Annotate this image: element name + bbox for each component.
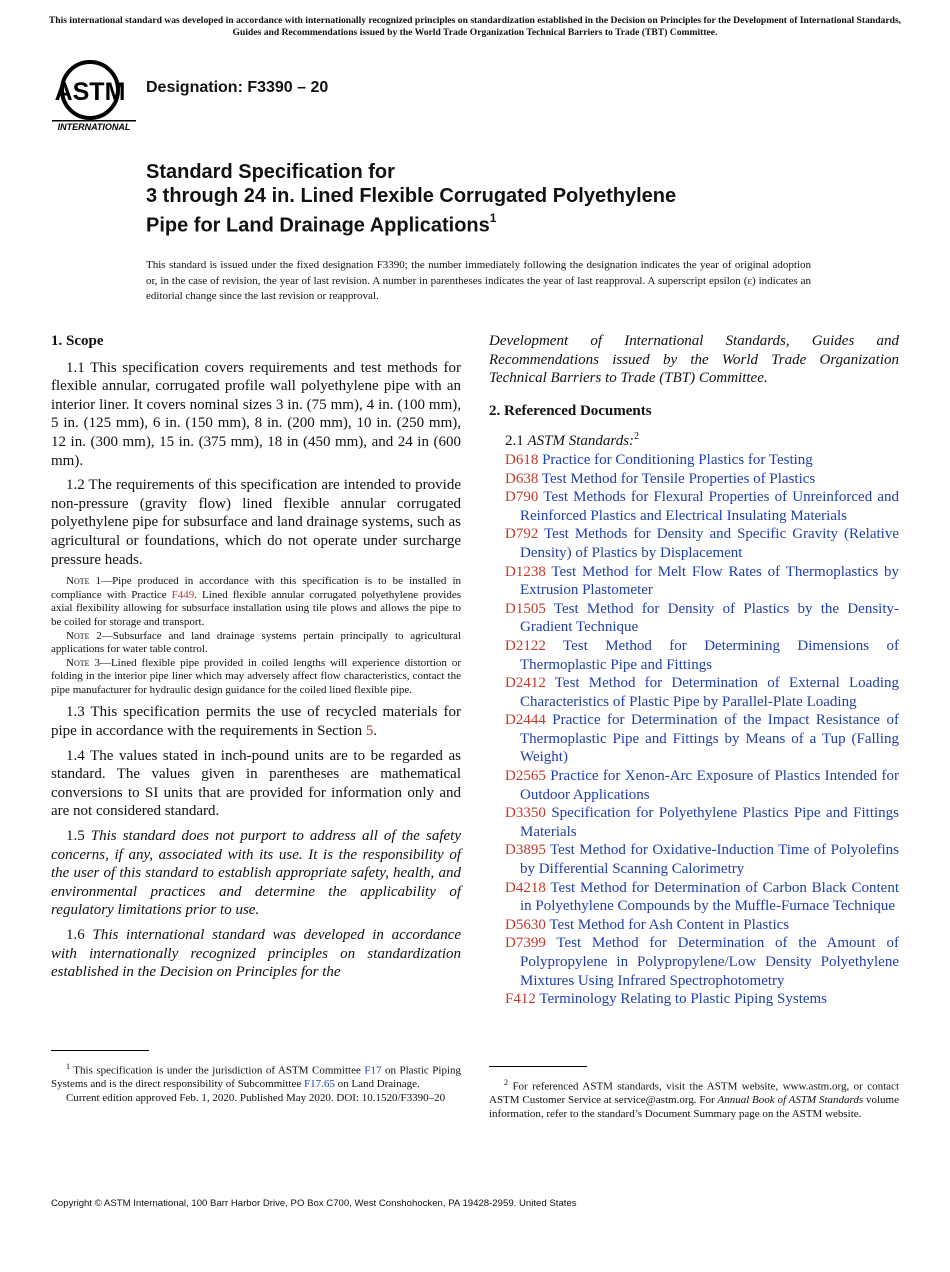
reference-code-link[interactable]: D790 [505, 489, 539, 506]
note-3-text: —Lined flexible pipe provided in coiled lengths will experience distortion or folding in the interior pipe liner which may adversely affect flow characteristics, contact the pipe manufacturer for hydraulic design guidance for the coiled lined flexible pipe. [51, 656, 462, 696]
para-1-6-continued: Development of International Standards, Guides and Recommendations issued by the World Trade Organization Technical Barriers to Trade (TBT) Committee. [489, 333, 899, 387]
reference-title-link[interactable]: Terminology Relating to Plastic Piping Systems [539, 991, 828, 1008]
footnote-1-text-c: on Land Drainage. [334, 1078, 420, 1091]
sub-title: ASTM Standards: [527, 433, 635, 450]
para-1-6-text: This international standard was developed in accordance with internationally recognized principles on standardization established in the Decision on Principles for the [51, 927, 462, 981]
footnote-2 [489, 1076, 899, 1121]
reference-title-link[interactable]: Test Method for Determination of External Loading Characteristics of Plastic Pipe by Parallel-Plate Loading [520, 675, 899, 710]
reference-code-link[interactable]: D7399 [505, 935, 546, 952]
right-column [489, 332, 899, 1009]
reference-item [489, 841, 899, 878]
reference-title-link[interactable]: Test Method for Oxidative-Induction Time of Polyolefins by Differential Scanning Calorimetry [520, 842, 899, 878]
reference-code-link[interactable]: D2122 [505, 637, 546, 654]
reference-title-link[interactable]: Test Method for Density of Plastics by the Density-Gradient Technique [520, 600, 900, 636]
reference-item [489, 934, 899, 990]
para-1-5-num: 1.5 [66, 828, 91, 845]
reference-code-link[interactable]: D618 [505, 451, 539, 468]
para-1-5 [51, 827, 461, 920]
reference-code-link[interactable]: D4218 [505, 879, 546, 896]
reference-title-link[interactable]: Test Methods for Flexural Properties of Unreinforced and Reinforced Plastics and Electrical Insulating Materials [520, 489, 900, 524]
footnote-2-mark: 2 [504, 1078, 508, 1087]
reference-code-link[interactable]: F412 [505, 991, 536, 1008]
footnote-1-text-b: on Plastic Piping Systems and is the direct responsibility of Subcommittee [51, 1064, 462, 1091]
reference-item [489, 879, 899, 916]
reference-code-link[interactable]: D3895 [505, 842, 546, 859]
refs-heading: 2. Referenced Documents [489, 402, 652, 419]
reference-item [489, 563, 899, 600]
reference-code-link[interactable]: D5630 [505, 916, 546, 933]
reference-item [489, 637, 899, 674]
reference-code-link[interactable]: D1238 [505, 563, 546, 580]
sub-num: 2.1 [505, 433, 528, 450]
reference-list [489, 451, 899, 1009]
reference-code-link[interactable]: D2444 [505, 712, 546, 729]
note-3 [51, 657, 461, 698]
note-2-label: Note 2 [66, 629, 102, 642]
issued-note: This standard is issued under the fixed designation F3390; the number immediately following the designation indicates the year of original adoption or, in the case of revision, the year of last revision. A number in parentheses indicates the year of last reapproval. A superscript epsilon (ε) indicates an editorial change since the last revision or reapproval. [146, 259, 811, 302]
reference-title-link[interactable]: Test Method for Determining Dimensions of Thermoplastic Pipe and Fittings [520, 637, 900, 673]
para-1-3-text-b: . [373, 723, 378, 740]
reference-item [489, 488, 899, 525]
footnote-1 [51, 1060, 461, 1105]
reference-code-link[interactable]: D3350 [505, 805, 546, 822]
para-1-1: 1.1 This specification covers requirements and test methods for flexible annular, corrugated profile wall polyethylene pipe with an interior liner. It covers nominal sizes 3 in. (75 mm), 4 in. (100 mm), 5 in. (125 mm), 6 in. (150 mm), 8 in. (200 mm), 10 in. (250 mm), 12 in. (300 mm), 15 in. (375 mm), 18 in (450 mm), and 24 in (600 mm). [51, 359, 461, 469]
note-1-label: Note 1 [66, 575, 102, 588]
title-line-2: 3 through 24 in. Lined Flexible Corrugated Polyethylene [146, 185, 677, 207]
para-1-4: 1.4 The values stated in inch-pound units are to be regarded as standard. The values given in parentheses are mathematical conversions to SI units that are provided for information only and are not considered standard. [51, 747, 461, 820]
footnote-1-mark: 1 [66, 1062, 70, 1071]
reference-title-link[interactable]: Practice for Conditioning Plastics for Testing [542, 451, 813, 468]
reference-item [489, 916, 899, 935]
reference-item [489, 470, 899, 489]
sub-footnote-mark: 2 [634, 431, 640, 443]
footnote-2-italic: Annual Book of ASTM Standards [717, 1094, 864, 1107]
copyright: Copyright © ASTM International, 100 Barr Harbor Drive, PO Box C700, West Conshohocken, PA 19428-2959. United States [51, 1198, 577, 1209]
para-1-5-text: This standard does not purport to address all of the safety concerns, if any, associated with its use. It is the responsibility of the user of this standard to establish appropriate safety, health, and environmental practices and determine the applicability of regulatory limitations prior to use. [51, 828, 461, 919]
astm-standards-subheading [489, 428, 899, 451]
note-2-text: —Subsurface and land drainage systems pertain principally to agricultural applications for water table control. [51, 629, 461, 656]
reference-item [489, 767, 899, 804]
link-f449[interactable]: F449 [171, 588, 195, 601]
para-1-2: 1.2 The requirements of this specification are intended to provide non-pressure (gravity flow) lined flexible annular corrugated polyethylene pipe for subsurface and land drainage systems, such as agricultural or foundations, which do not operate under surcharge pressure heads. [51, 477, 461, 568]
note-1-text-b: . Lined flexible annular corrugated polyethylene provides axial flexibility allowing for subsurface installation using tile plows and allows the pipe to be coiled for storage and transport. [51, 588, 461, 628]
footnote-rule-right [489, 1066, 587, 1067]
link-section-5[interactable]: 5 [365, 723, 374, 740]
reference-title-link[interactable]: Practice for Determination of the Impact Resistance of Thermoplastic Pipe and Fittings by Means of a Tup (Falling Weight) [520, 712, 899, 766]
reference-code-link[interactable]: D1505 [505, 600, 546, 617]
logo-subtext: INTERNATIONAL [57, 122, 131, 132]
top-note: This international standard was developed in accordance with internationally recognized principles on standardization established in the Decision on Principles for the Development of International Standards, Guides and Recommendations issued by the World Trade Organization Technical Barriers to Trade (TBT) Committee. [48, 15, 902, 38]
footnote-2-text-a: For referenced ASTM standards, visit the ASTM website, www.astm.org, or contact ASTM Customer Service at service@astm.org. For [489, 1080, 899, 1107]
reference-title-link[interactable]: Test Method for Ash Content in Plastics [549, 916, 790, 933]
reference-item [489, 711, 899, 767]
title-line-3: Pipe for Land Drainage Applications [146, 214, 490, 237]
reference-code-link[interactable]: D2412 [505, 675, 546, 692]
footnote-2-text-b: volume information, refer to the standard’s Document Summary page on the ASTM website. [489, 1094, 899, 1120]
para-1-3 [51, 703, 461, 740]
reference-title-link[interactable]: Test Method for Determination of the Amount of Polypropylene in Polypropylene/Low Density Polyethylene Mixtures Using Infrared Spectrophotometry [520, 935, 899, 989]
para-1-3-text-a: 1.3 This specification permits the use of recycled materials for pipe in accordance with the requirements in Section [51, 704, 461, 740]
reference-code-link[interactable]: D638 [505, 470, 539, 487]
link-f17[interactable]: F17 [364, 1064, 382, 1077]
left-column [51, 332, 461, 988]
reference-code-link[interactable]: D2565 [505, 768, 546, 785]
reference-title-link[interactable]: Test Method for Melt Flow Rates of Thermoplastics by Extrusion Plastometer [520, 563, 899, 599]
para-1-6-num: 1.6 [66, 927, 93, 943]
para-1-6 [51, 926, 461, 982]
reference-item [489, 674, 899, 711]
reference-item [489, 525, 899, 562]
note-1-text-a: —Pipe produced in accordance with this specification is to be installed in compliance with Practice [51, 575, 461, 601]
designation: Designation: F3390 – 20 [146, 79, 329, 96]
title-footnote-mark: 1 [489, 211, 497, 225]
link-f17-65[interactable]: F17.65 [303, 1078, 335, 1091]
reference-title-link[interactable]: Test Method for Tensile Properties of Plastics [541, 470, 816, 487]
reference-code-link[interactable]: D792 [505, 526, 539, 543]
reference-title-link[interactable]: Test Method for Determination of Carbon Black Content in Polyethylene Compounds by the Muffle-Furnace Technique [520, 879, 899, 915]
footnote-rule-left [51, 1050, 149, 1051]
title-line-1: Standard Specification for [146, 161, 395, 183]
logo-text: ASTM [54, 78, 126, 106]
reference-item [489, 451, 899, 470]
reference-item [489, 600, 899, 637]
note-3-label: Note 3 [66, 656, 100, 669]
note-1 [51, 575, 461, 629]
footnote-1-edition: Current edition approved Feb. 1, 2020. Published May 2020. DOI: 10.1520/F3390–20 [66, 1091, 446, 1104]
reference-title-link[interactable]: Specification for Polyethylene Plastics Pipe and Fittings Materials [520, 805, 900, 840]
reference-title-link[interactable]: Practice for Xenon-Arc Exposure of Plastics Intended for Outdoor Applications [520, 768, 900, 803]
reference-title-link[interactable]: Test Methods for Density and Specific Gravity (Relative Density) of Plastics by Displacement [520, 526, 899, 561]
footnote-1-text-a: This specification is under the jurisdiction of ASTM Committee [70, 1064, 365, 1077]
note-2 [51, 630, 461, 657]
reference-item [489, 804, 899, 841]
scope-heading: 1. Scope [51, 333, 104, 349]
reference-item [489, 990, 899, 1009]
astm-logo [52, 57, 136, 135]
page-title [146, 160, 866, 238]
